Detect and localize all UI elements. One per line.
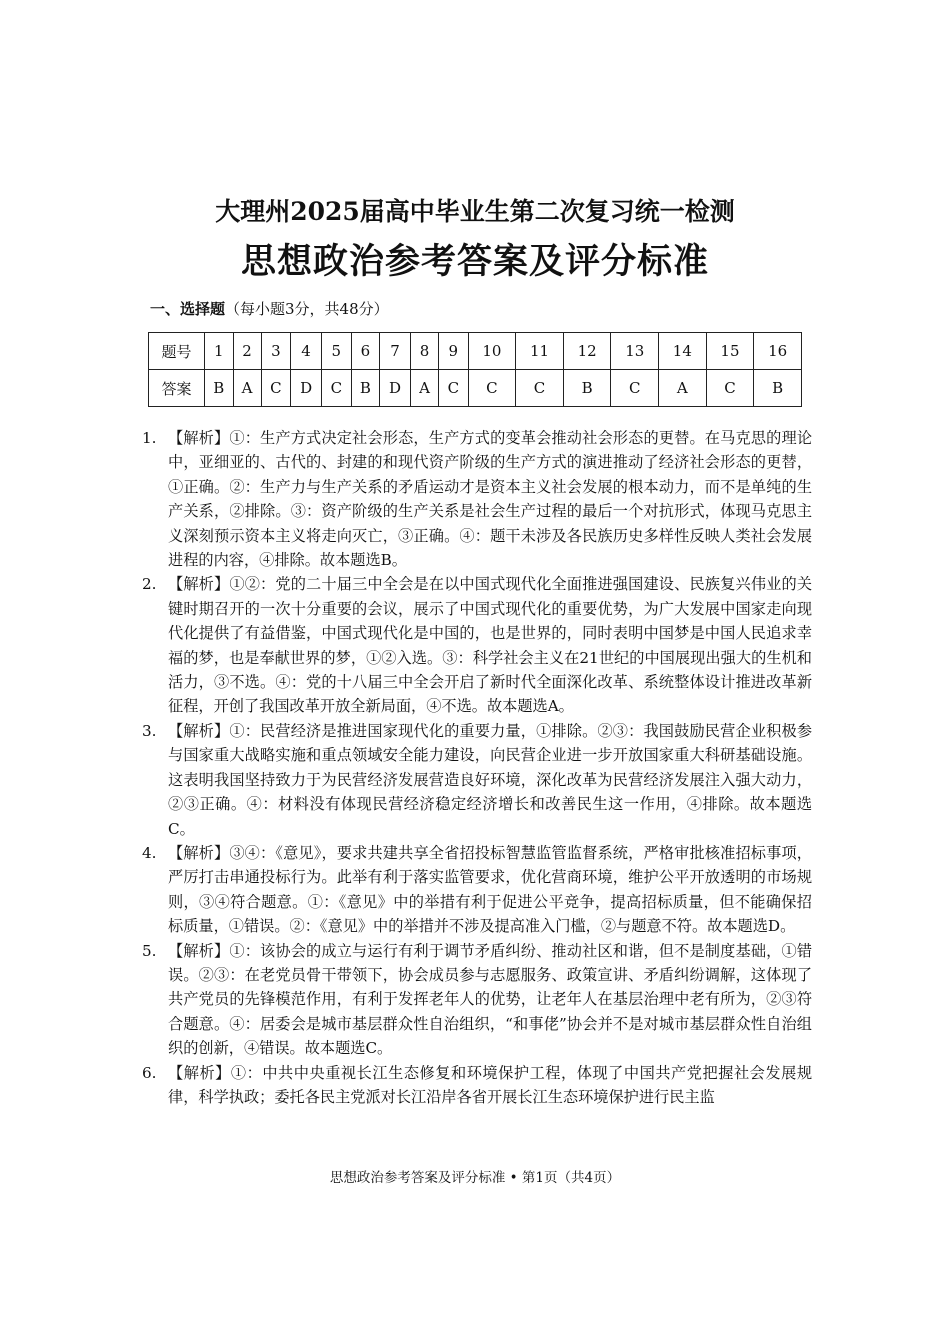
explanation-text: ①：该协会的成立与运行有利于调节矛盾纠纷、推动社区和谐，但不是制度基础，①错误。②③：在老党员骨干带领下，协会成员参与志愿服务、政策宣讲、矛盾纠纷调解，这体现了共产党员的先锋模范作用，有利于发挥老年人的优势，让老年人在基层治理中老有所为，②③符合题意。④：居委会是城市基层群众性自治组织，“和事佬”协会并不是对城市基层群众性自治组织的创新，④错误。故本题选C。 (168, 941, 813, 1058)
explanation-text: ①：中共中央重视长江生态修复和环境保护工程，体现了中国共产党把握社会发展规律，科学执政；委托各民主党派对长江沿岸各省开展长江生态环境保护进行民主监 (168, 1063, 813, 1106)
explanation-tag: 【解析】 (168, 429, 230, 447)
explanation-tag: 【解析】 (168, 1063, 231, 1082)
explanation-list (142, 426, 812, 1109)
answer-cell: C (611, 370, 659, 407)
explanation-text: ①②：党的二十届三中全会是在以中国式现代化全面推进强国建设、民族复兴伟业的关键时期召开的一次十分重要的会议，展示了中国式现代化的重要优势，为广大发展中国家走向现代化提供了有益借鉴，中国式现代化是中国的，也是世界的，同时表明中国梦是中国人民追求幸福的梦，也是奉献世界的梦，①②入选。③：科学社会主义在21世纪的中国展现出强大的生机和活力，③不选。④：党的十八届三中全会开启了新时代全面深化改革、系统整体设计推进改革新征程，开创了我国改革开放全新局面，④不选。故本题选A。 (168, 575, 813, 716)
question-number-cell: 8 (410, 333, 438, 370)
explanation-text: ①：生产方式决定社会形态，生产方式的变革会推动社会形态的更替。在马克思的理论中，亚细亚的、古代的、封建的和现代资产阶级的生产方式的演进推动了经济社会形态的更替，①正确。②：生产力与生产关系的矛盾运动才是资本主义社会发展的根本动力，而不是单纯的生产关系，②排除。③：资产阶级的生产关系是社会生产过程的最后一个对抗形式，体现马克思主义深刻预示资本主义将走向灭亡，③正确。④：题干未涉及各民族历史多样性反映人类社会发展进程的内容，④排除。故本题选B。 (168, 429, 813, 570)
explanation-number: 5. (142, 941, 157, 960)
explanation-item (142, 719, 812, 841)
explanation-number: 1. (142, 429, 157, 447)
question-number-cell: 11 (516, 333, 564, 370)
section-heading-note: （每小题3分，共48分） (225, 300, 389, 318)
answer-cell: A (233, 370, 261, 407)
question-number-cell: 5 (322, 333, 352, 370)
answer-cell: B (351, 370, 380, 407)
explanation-number: 6. (142, 1063, 157, 1082)
explanation-number: 2. (142, 575, 157, 594)
answer-cell: A (410, 370, 438, 407)
explanation-body (168, 841, 812, 939)
answer-table-row-label: 题号 (149, 333, 205, 370)
question-number-cell: 9 (439, 333, 469, 370)
question-number-cell: 14 (659, 333, 707, 370)
answer-table-number-row (149, 333, 802, 370)
explanation-item (142, 572, 812, 718)
explanation-tag: 【解析】 (168, 721, 230, 740)
answer-cell: B (754, 370, 802, 407)
explanation-body (168, 426, 812, 572)
question-number-cell: 2 (233, 333, 261, 370)
explanation-item (142, 841, 812, 939)
question-number-cell: 3 (261, 333, 291, 370)
section-heading (150, 298, 389, 319)
document-title: 大理州2025届高中毕业生第二次复习统一检测 (215, 197, 735, 226)
answer-cell: C (706, 370, 754, 407)
question-number-cell: 1 (205, 333, 234, 370)
explanation-tag: 【解析】 (168, 843, 230, 862)
explanation-body (168, 572, 812, 718)
explanation-number: 3. (142, 721, 157, 740)
page-footer: 思想政治参考答案及评分标准 • 第1页（共4页） (329, 1170, 621, 1186)
explanation-body (168, 1061, 812, 1110)
answer-cell: C (468, 370, 516, 407)
explanation-item (142, 1061, 812, 1110)
question-number-cell: 15 (706, 333, 754, 370)
explanation-tag: 【解析】 (168, 575, 230, 594)
answer-cell: D (291, 370, 322, 407)
explanation-body (168, 719, 812, 841)
explanation-number: 4. (142, 843, 157, 862)
answer-table (148, 332, 802, 407)
answer-cell: C (516, 370, 564, 407)
explanation-text: ③④：《意见》，要求共建共享全省招投标智慧监管监督系统，严格审批核准招标事项，严厉打击串通投标行为。此举有利于落实监管要求，优化营商环境，维护公平开放透明的市场规则，③④符合题意。①：《意见》中的举措有利于促进公平竞争，提高招标质量，但不能确保招标质量，①错误。②：《意见》中的举措并不涉及提高准入门槛，②与题意不符。故本题选D。 (168, 843, 812, 936)
question-number-cell: 4 (291, 333, 322, 370)
explanation-text: ①：民营经济是推进国家现代化的重要力量，①排除。②③：我国鼓励民营企业积极参与国家重大战略实施和重点领域安全能力建设，向民营企业进一步开放国家重大科研基础设施。这表明我国坚持致力于为民营经济发展营造良好环境，深化改革为民营经济发展注入强大动力，②③正确。④：材料没有体现民营经济稳定经济增长和改善民生这一作用，④排除。故本题选C。 (168, 721, 813, 838)
answer-table-row-label: 答案 (149, 370, 205, 407)
document-subtitle: 思想政治参考答案及评分标准 (240, 241, 709, 282)
answer-cell: A (659, 370, 707, 407)
answer-cell: B (563, 370, 611, 407)
explanation-item (142, 939, 812, 1061)
answer-cell: C (439, 370, 469, 407)
question-number-cell: 16 (754, 333, 802, 370)
question-number-cell: 13 (611, 333, 659, 370)
answer-cell: D (380, 370, 411, 407)
explanation-body (168, 939, 812, 1061)
explanation-item (142, 426, 812, 572)
answer-cell: C (261, 370, 291, 407)
section-heading-label: 一、选择题 (150, 300, 226, 318)
question-number-cell: 7 (380, 333, 411, 370)
answer-cell: B (205, 370, 234, 407)
question-number-cell: 10 (468, 333, 516, 370)
answer-table-answer-row (149, 370, 802, 407)
question-number-cell: 12 (563, 333, 611, 370)
answer-cell: C (322, 370, 352, 407)
explanation-tag: 【解析】 (168, 941, 230, 960)
question-number-cell: 6 (351, 333, 380, 370)
